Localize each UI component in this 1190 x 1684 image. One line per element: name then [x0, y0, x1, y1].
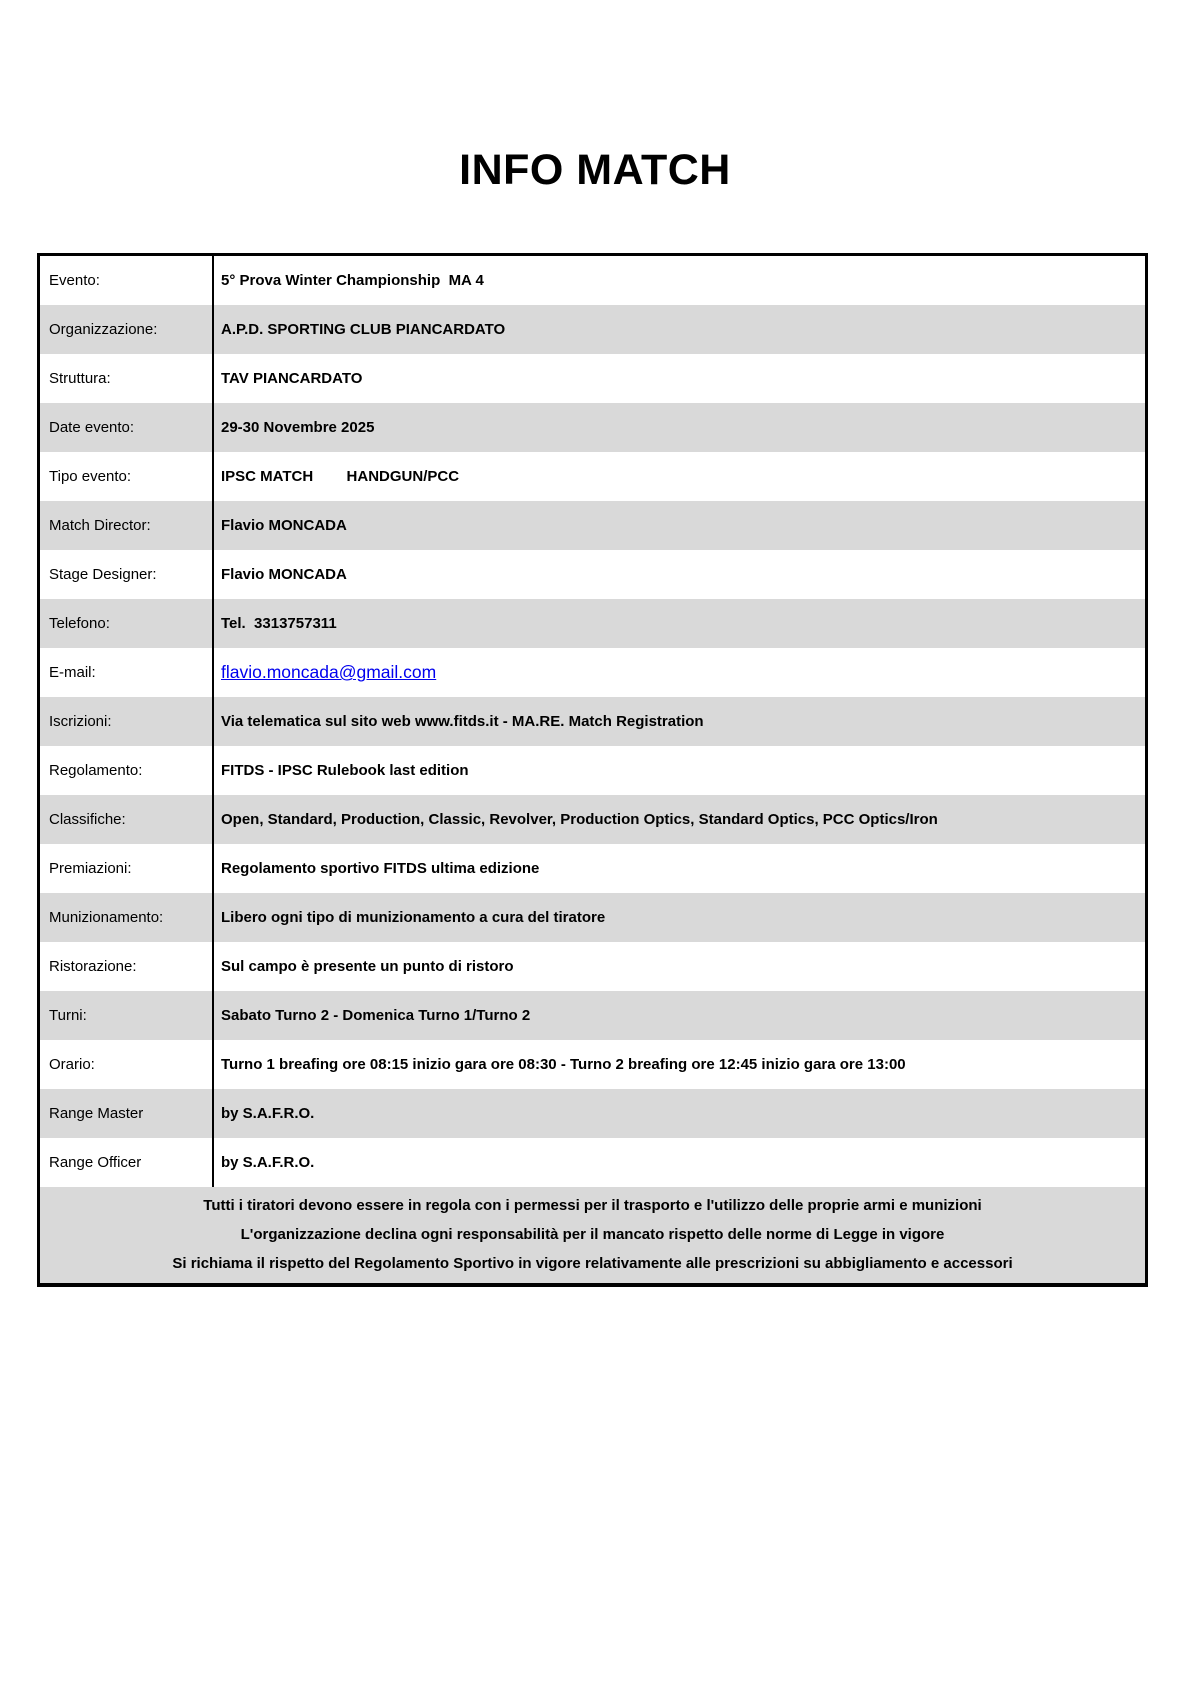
row-value: A.P.D. SPORTING CLUB PIANCARDATO [221, 321, 506, 338]
row-value: Tel. 3313757311 [221, 615, 337, 632]
row-label: E-mail: [40, 648, 214, 697]
table-row [40, 942, 1145, 991]
footer-line: Si richiama il rispetto del Regolamento Sportivo in vigore relativamente alle prescrizioni su abbigliamento e accessori [172, 1255, 1013, 1272]
row-label: Regolamento: [40, 746, 214, 795]
table-footer [40, 1187, 1145, 1283]
row-label: Premiazioni: [40, 844, 214, 893]
table-row [40, 599, 1145, 648]
row-value [214, 648, 1145, 697]
row-value: FITDS - IPSC Rulebook last edition [221, 762, 469, 779]
table-row [40, 648, 1145, 697]
row-label: Match Director: [40, 501, 214, 550]
table-row [40, 501, 1145, 550]
row-value: Flavio MONCADA [221, 566, 347, 583]
table-row [40, 550, 1145, 599]
table-row [40, 403, 1145, 452]
row-label: Organizzazione: [40, 305, 214, 354]
footer-line: Tutti i tiratori devono essere in regola con i permessi per il trasporto e l'utilizzo delle proprie armi e munizioni [203, 1197, 982, 1214]
row-label: Evento: [40, 256, 214, 305]
table-row [40, 697, 1145, 746]
table-row [40, 305, 1145, 354]
row-value: by S.A.F.R.O. [221, 1105, 315, 1122]
row-label: Range Master [40, 1089, 214, 1138]
table-row [40, 844, 1145, 893]
table-row [40, 1138, 1145, 1187]
row-label: Classifiche: [40, 795, 214, 844]
info-table [37, 253, 1148, 1287]
row-value: by S.A.F.R.O. [221, 1154, 315, 1171]
row-label: Iscrizioni: [40, 697, 214, 746]
table-row [40, 452, 1145, 501]
info-table-rows [40, 256, 1145, 1187]
table-row [40, 1089, 1145, 1138]
table-row [40, 991, 1145, 1040]
row-label: Telefono: [40, 599, 214, 648]
row-value: Via telematica sul sito web www.fitds.it - MA.RE. Match Registration [221, 713, 704, 730]
table-row [40, 256, 1145, 305]
table-row [40, 354, 1145, 403]
table-row [40, 1040, 1145, 1089]
row-value: 5° Prova Winter Championship MA 4 [221, 272, 484, 289]
row-label: Ristorazione: [40, 942, 214, 991]
row-label: Date evento: [40, 403, 214, 452]
row-label: Munizionamento: [40, 893, 214, 942]
row-value: Sul campo è presente un punto di ristoro [221, 958, 514, 975]
row-label: Stage Designer: [40, 550, 214, 599]
row-label: Orario: [40, 1040, 214, 1089]
page-title: INFO MATCH [459, 146, 731, 194]
row-value: Flavio MONCADA [221, 517, 347, 534]
row-value: Libero ogni tipo di munizionamento a cura del tiratore [221, 909, 606, 926]
footer-line: L'organizzazione declina ogni responsabilità per il mancato rispetto delle norme di Legge in vigore [240, 1226, 945, 1243]
row-label: Struttura: [40, 354, 214, 403]
row-value: Turno 1 breafing ore 08:15 inizio gara ore 08:30 - Turno 2 breafing ore 12:45 inizio gara ore 13:00 [221, 1056, 906, 1073]
table-row [40, 746, 1145, 795]
row-value: Sabato Turno 2 - Domenica Turno 1/Turno 2 [221, 1007, 531, 1024]
row-value: TAV PIANCARDATO [221, 370, 363, 387]
row-value: IPSC MATCH HANDGUN/PCC [221, 468, 460, 485]
row-label: Range Officer [40, 1138, 214, 1187]
row-value: Regolamento sportivo FITDS ultima edizione [221, 860, 540, 877]
row-value: Open, Standard, Production, Classic, Revolver, Production Optics, Standard Optics, PCC Optics/Iron [221, 811, 938, 828]
email-link[interactable]: flavio.moncada@gmail.com [221, 662, 437, 682]
table-row [40, 893, 1145, 942]
table-row [40, 795, 1145, 844]
row-label: Turni: [40, 991, 214, 1040]
row-value: 29-30 Novembre 2025 [221, 419, 375, 436]
row-label: Tipo evento: [40, 452, 214, 501]
